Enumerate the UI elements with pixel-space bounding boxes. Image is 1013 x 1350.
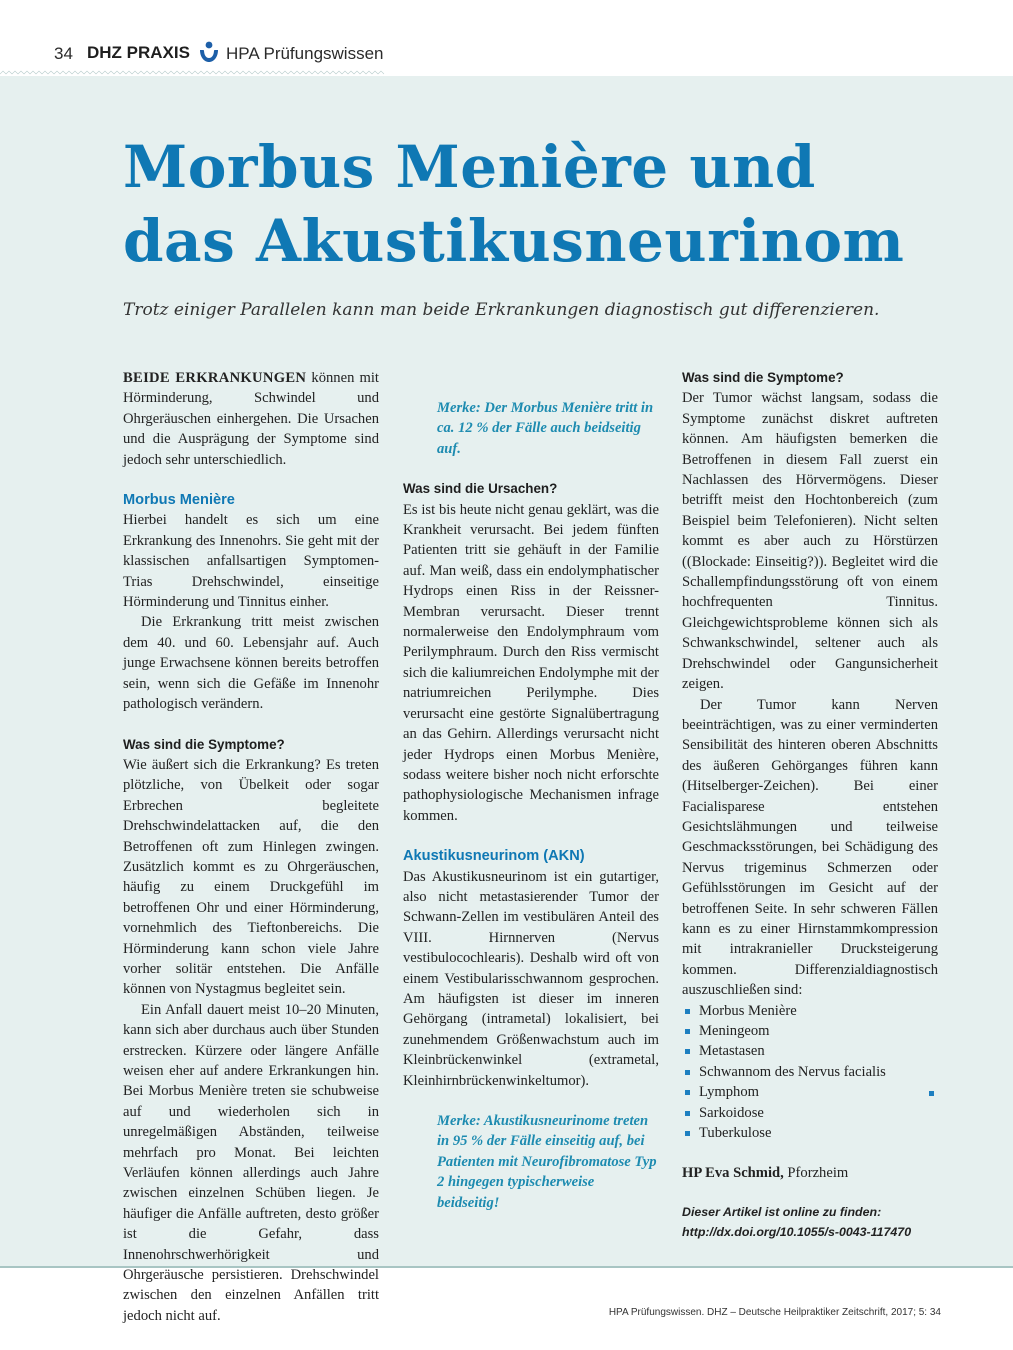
- page-footer-citation: HPA Prüfungswissen. DHZ – Deutsche Heilpraktiker Zeitschrift, 2017; 5: 34: [608, 1307, 941, 1318]
- online-note: [682, 1202, 938, 1243]
- article-title: [123, 130, 983, 278]
- page-header: [0, 0, 1013, 76]
- online-note-label: Dieser Artikel ist online zu finden:: [682, 1204, 882, 1219]
- title-line-2: das Akustikusneurinom: [123, 207, 905, 275]
- meniere-paragraph-1: Hierbei handelt es sich um eine Erkrankung des Innenohrs. Sie geht mit der klassischen anfallsartigen Symptomen-Trias Drehschwindel, einseitige Hörminderung und Tinnitus einher.: [123, 512, 379, 611]
- symptome-meniere-paragraph-2: Ein Anfall dauert meist 10–20 Minuten, kann sich aber durchaus auch über Stunden erstrecken. Kürzere oder längere Anfälle weisen eher auf andere Erkrankungen hin. Bei Morbus Menière treten sie schubweise auf und wiederholen sich in unregelmäßigen Abständen, teilweise mehrfach pro Monat. Bei leichten Verläufen können allerdings auch Jahre zwischen einzelnen Schüben liegen. Je häufiger die Anfälle auftreten, desto größer ist die Gefahr, dass Innenohrschwerhörigkeit und Ohrgeräusche persistieren. Drehschwindel zwischen den einzelnen Anfällen tritt jedoch nicht auf.: [123, 1001, 379, 1324]
- author-line: [682, 1163, 938, 1183]
- article-subtitle: Trotz einiger Parallelen kann man beide Erkrankungen diagnostisch gut differenzieren.: [123, 300, 880, 320]
- list-item: Meningeom: [682, 1021, 938, 1041]
- symptome-meniere-paragraph-1: Wie äußert sich die Erkrankung? Es treten plötzliche, von Übelkeit oder sogar Erbrechen begleitete Drehschwindelattacken auf, die den Betroffenen oft zum Hinlegen zwingen. Zusätzlich kommt es zu Ohrgeräuschen, häufig zu einem Druckgefühl im betroffenen Ohr und einer Hörminderung, vornehmlich des Tieftonbereichs. Die Hörminderung kann schon viele Jahre vorher solitär entstehen. Die Anfälle können von Nystagmus begleitet sein.: [123, 756, 379, 998]
- list-item: Schwannom des Nervus facialis: [682, 1062, 938, 1082]
- author-city: Pforzheim: [783, 1165, 849, 1182]
- heading-symptome-akn: Was sind die Symptome?: [682, 370, 844, 385]
- differential-diagnosis-list: [682, 1001, 938, 1144]
- ursachen-paragraph: Es ist bis heute nicht genau geklärt, was die Krankheit verursacht. Bei jedem fünften Patienten tritt sie gehäuft in der Familie auf. Man weiß, dass ein endolymphatischer Hydrops einen Riss in der Reissner-Membran verursacht. Dieser trennt normalerweise den Endolymphraum vom Perilymphraum. Durch den Riss vermischt sich die kaliumreichen Endolymphe mit der natriumreichen Perilymphe. Dies verursacht eine gestörte Signalübertragung an das Gehirn. Allerdings verursacht nicht jeder Hydrops einen Morbus Menière, sodass weitere bisher noch nicht erforschte pathophysiologische Mechanismen infrage kommen.: [403, 501, 659, 824]
- merke-box-meniere: Merke: Der Morbus Menière tritt in ca. 12 % der Fälle auch beidseitig auf.: [437, 400, 654, 457]
- merke-box-akn: Merke: Akustikusneurinome treten in 95 % der Fälle einseitig auf, bei Patienten mit Neurofibromatose Typ 2 hingegen typischerweise beidseitig!: [437, 1113, 657, 1211]
- column-1: [123, 368, 379, 1326]
- symptome-akn-paragraph-2: Der Tumor kann Nerven beeinträchtigen, was zu einer verminderten Sensibilität des hinteren oberen Abschnitts des äußeren Gehörganges führen kann (Hitselberger-Zeichen). Bei einer Facialisparese entstehen Gesichtslähmungen und teilweise Geschmacksstörungen, bei Schädigung des Nervus trigeminus Schmerzen oder Gefühlsstörungen im Gesicht auf der betroffenen Seite. In sehr schweren Fällen kann es zu einer Hirnstammkompression mit intrakranieller Drucksteigerung kommen. Differenzialdiagnostisch auszuschließen sind:: [682, 696, 938, 999]
- column-3: [682, 368, 938, 1243]
- symptome-akn-paragraph-1: Der Tumor wächst langsam, sodass die Symptome zunächst diskret auftreten können. Am häufigsten bemerken die Betroffenen in diesem Fall zuerst ein Nachlassen des Hörvermögens. Dieser betrifft meist den Hochtonbereich (zum Beispiel beim Telefonieren). Nicht selten kommt es aber auch zu Hörstürzen ((Blockade: Einseitig?)). Begleitet wird die Schallempfindungsstörung oft von einem hochfrequenten Tinnitus. Gleichgewichtsprobleme können sich als Schwankschwindel, seltener auch als Drehschwindel oder Gangunsicherheit zeigen.: [682, 390, 938, 693]
- author-name: HP Eva Schmid,: [682, 1165, 784, 1182]
- heading-morbus-meniere: Morbus Menière: [123, 492, 235, 509]
- article-end-marker: [929, 1091, 934, 1096]
- list-item: Sarkoidose: [682, 1103, 938, 1123]
- akn-paragraph: Das Akustikusneurinom ist ein gutartiger, also nicht metastasierender Tumor der Schwann-Zellen im vestibulären Anteil des VIII. Hirnnerven (Nervus vestibulocochlearis). Deshalb wird oft von einem Vestibularisschwannom gesprochen. Am häufigsten ist dieser im inneren Gehörgang (intrametal) lokalisiert, bei zunehmendem Größenwachstum auch im Kleinbrückenwinkel (extrametal, Kleinhirnbrückenwinkeltumor).: [403, 868, 659, 1089]
- meniere-paragraph-2: Die Erkrankung tritt meist zwischen dem 40. und 60. Lebensjahr auf. Auch junge Erwachsene können bereits betroffen sein, wenn sich die Gefäße im Innenohr pathologisch verändern.: [123, 614, 379, 713]
- intro-paragraph: [123, 368, 379, 470]
- intro-text: können mit Hörminderung, Schwindel und Ohrgeräuschen einhergehen. Die Ursachen und die Ausprägung der Symptome sind jedoch sehr unterschiedlich.: [123, 370, 379, 468]
- dhz-logo-icon: [198, 40, 220, 64]
- list-item: Morbus Menière: [682, 1001, 938, 1021]
- column-2: [403, 368, 659, 1213]
- list-item: Metastasen: [682, 1041, 938, 1061]
- title-line-1: Morbus Menière und: [123, 133, 816, 201]
- section-label: HPA Prüfungswissen: [226, 44, 384, 63]
- heading-symptome-meniere: Was sind die Symptome?: [123, 736, 285, 752]
- doi-link[interactable]: http://dx.doi.org/10.1055/s-0043-117470: [682, 1225, 912, 1240]
- list-item: Lymphom: [682, 1082, 938, 1102]
- page-number: 34: [54, 44, 73, 63]
- intro-lead: BEIDE ERKRANKUNGEN: [123, 370, 307, 386]
- magazine-brand: DHZ PRAXIS: [87, 43, 190, 62]
- heading-ursachen: Was sind die Ursachen?: [403, 481, 558, 497]
- heading-akustikusneurinom: Akustikusneurinom (AKN): [403, 848, 585, 865]
- list-item: Tuberkulose: [682, 1123, 938, 1143]
